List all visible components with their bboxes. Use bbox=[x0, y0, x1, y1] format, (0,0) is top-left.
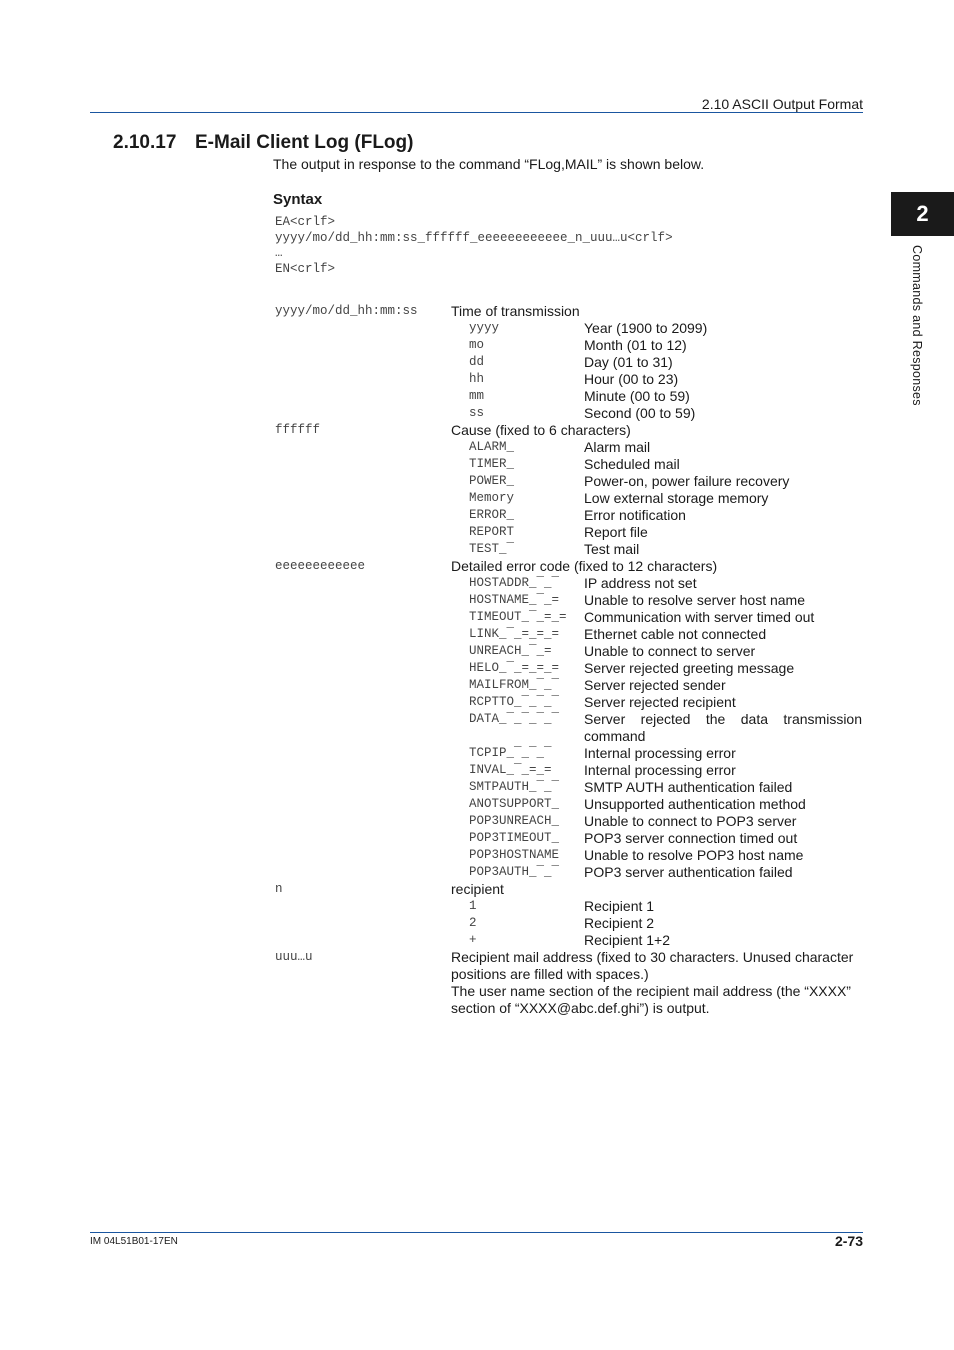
code-value: RCPTTO_‾_‾_‾ bbox=[469, 695, 560, 709]
code-meaning: Year (1900 to 2099) bbox=[584, 320, 708, 336]
code-meaning: Recipient 1 bbox=[584, 898, 655, 914]
code-row bbox=[275, 796, 865, 813]
code-value: dd bbox=[469, 355, 485, 369]
page-number: 2-73 bbox=[834, 1233, 863, 1249]
code-meaning: Server rejected recipient bbox=[584, 694, 736, 710]
code-value: HOSTNAME_‾_= bbox=[469, 593, 560, 607]
code-meaning: Test mail bbox=[584, 541, 640, 557]
field-definition bbox=[275, 558, 865, 881]
running-header: 2.10 ASCII Output Format bbox=[701, 96, 863, 112]
code-value: REPORT bbox=[469, 525, 515, 539]
code-meaning: Server rejected the data transmission command bbox=[584, 711, 862, 744]
field-description: Detailed error code (fixed to 12 characters) bbox=[451, 558, 718, 574]
code-row bbox=[275, 813, 865, 830]
code-meaning: Server rejected greeting message bbox=[584, 660, 795, 676]
code-row bbox=[275, 507, 865, 524]
code-value: POP3AUTH_‾_‾ bbox=[469, 865, 560, 879]
code-value: HOSTADDR_‾_‾ bbox=[469, 576, 560, 590]
code-row bbox=[275, 388, 865, 405]
field-name: n bbox=[275, 882, 283, 896]
code-value: TIMEOUT_‾_=_= bbox=[469, 610, 567, 624]
code-value: ERROR_ bbox=[469, 508, 515, 522]
footer-rule bbox=[90, 1232, 863, 1233]
code-row bbox=[275, 932, 865, 949]
code-row bbox=[275, 677, 865, 694]
code-value: LINK_‾_=_=_= bbox=[469, 627, 560, 641]
code-value: SMTPAUTH_‾_‾ bbox=[469, 780, 560, 794]
code-value: Memory bbox=[469, 491, 515, 505]
code-value: 2 bbox=[469, 916, 477, 930]
syntax-block bbox=[275, 215, 673, 278]
intro-text: The output in response to the command “FLog,MAIL” is shown below. bbox=[273, 156, 705, 172]
code-value: TIMER_ bbox=[469, 457, 515, 471]
code-value: INVAL_‾_=_= bbox=[469, 763, 552, 777]
syntax-line: yyyy/mo/dd_hh:mm:ss_ffffff_eeeeeeeeeeee_n_uuu…u<crlf> bbox=[275, 230, 673, 245]
code-value: TCPIP_‾_‾_‾ bbox=[469, 746, 552, 760]
chapter-tab: 2 bbox=[891, 192, 954, 236]
field-description: Cause (fixed to 6 characters) bbox=[451, 422, 631, 438]
code-value: UNREACH_‾_= bbox=[469, 644, 552, 658]
code-value: MAILFROM_‾_‾ bbox=[469, 678, 560, 692]
code-meaning: Error notification bbox=[584, 507, 686, 523]
code-row bbox=[275, 745, 865, 762]
code-meaning: Communication with server timed out bbox=[584, 609, 815, 625]
code-row bbox=[275, 779, 865, 796]
code-value: TEST_‾ bbox=[469, 542, 515, 556]
code-value: ALARM_ bbox=[469, 440, 515, 454]
code-row bbox=[275, 320, 865, 337]
code-row bbox=[275, 762, 865, 779]
field-description: Time of transmission bbox=[451, 303, 580, 319]
field-definition bbox=[275, 303, 865, 422]
document-id: IM 04L51B01-17EN bbox=[90, 1236, 178, 1247]
code-meaning: Unable to resolve server host name bbox=[584, 592, 805, 608]
code-meaning: SMTP AUTH authentication failed bbox=[584, 779, 793, 795]
field-description: The user name section of the recipient mail address (the “XXXX” section of “XXXX@abc.def.ghi”) is output. bbox=[451, 983, 851, 1016]
code-value: ss bbox=[469, 406, 485, 420]
code-meaning: Server rejected sender bbox=[584, 677, 726, 693]
code-value: HELO_‾_=_=_= bbox=[469, 661, 560, 675]
code-meaning: Month (01 to 12) bbox=[584, 337, 687, 353]
field-definitions bbox=[275, 303, 865, 1017]
code-row bbox=[275, 609, 865, 626]
code-value: POP3UNREACH_ bbox=[469, 814, 560, 828]
section-title bbox=[113, 132, 413, 154]
code-meaning: Power-on, power failure recovery bbox=[584, 473, 790, 489]
code-meaning: Ethernet cable not connected bbox=[584, 626, 767, 642]
code-row bbox=[275, 711, 865, 745]
code-meaning: IP address not set bbox=[584, 575, 697, 591]
code-row bbox=[275, 898, 865, 915]
code-meaning: Internal processing error bbox=[584, 762, 736, 778]
code-meaning: Hour (00 to 23) bbox=[584, 371, 679, 387]
field-description: recipient bbox=[451, 881, 504, 897]
code-row bbox=[275, 643, 865, 660]
code-row bbox=[275, 490, 865, 507]
code-meaning: Day (01 to 31) bbox=[584, 354, 673, 370]
field-name: uuu…u bbox=[275, 950, 313, 964]
section-title-text: E-Mail Client Log (FLog) bbox=[195, 132, 414, 153]
code-value: + bbox=[469, 933, 477, 947]
section-number: 2.10.17 bbox=[113, 132, 177, 153]
code-meaning: Unable to connect to POP3 server bbox=[584, 813, 797, 829]
code-meaning: Low external storage memory bbox=[584, 490, 769, 506]
syntax-line: EN<crlf> bbox=[275, 262, 336, 277]
code-row bbox=[275, 592, 865, 609]
code-meaning: Recipient 2 bbox=[584, 915, 655, 931]
code-meaning: POP3 server authentication failed bbox=[584, 864, 793, 880]
code-row bbox=[275, 456, 865, 473]
code-row bbox=[275, 847, 865, 864]
syntax-heading: Syntax bbox=[273, 191, 323, 208]
code-value: mm bbox=[469, 389, 485, 403]
code-row bbox=[275, 660, 865, 677]
code-row bbox=[275, 864, 865, 881]
code-value: POP3TIMEOUT_ bbox=[469, 831, 560, 845]
code-row bbox=[275, 575, 865, 592]
code-value: hh bbox=[469, 372, 485, 386]
chapter-label: Commands and Responses bbox=[910, 245, 924, 406]
code-value: ANOTSUPPORT_ bbox=[469, 797, 560, 811]
code-meaning: Report file bbox=[584, 524, 648, 540]
code-value: yyyy bbox=[469, 321, 500, 335]
syntax-line: … bbox=[275, 246, 283, 261]
code-meaning: Scheduled mail bbox=[584, 456, 680, 472]
code-meaning: Unable to connect to server bbox=[584, 643, 756, 659]
field-name: ffffff bbox=[275, 423, 321, 437]
field-name: eeeeeeeeeeee bbox=[275, 559, 366, 573]
field-definition bbox=[275, 881, 865, 949]
code-meaning: POP3 server connection timed out bbox=[584, 830, 798, 846]
code-meaning: Unsupported authentication method bbox=[584, 796, 806, 812]
code-row bbox=[275, 626, 865, 643]
field-name: yyyy/mo/dd_hh:mm:ss bbox=[275, 304, 418, 318]
code-meaning: Minute (00 to 59) bbox=[584, 388, 690, 404]
code-row bbox=[275, 354, 865, 371]
header-rule bbox=[90, 112, 863, 113]
code-meaning: Alarm mail bbox=[584, 439, 651, 455]
code-row bbox=[275, 473, 865, 490]
code-value: mo bbox=[469, 338, 485, 352]
code-row bbox=[275, 337, 865, 354]
field-description: Recipient mail address (fixed to 30 characters. Unused character positions are filled with spaces.) bbox=[451, 949, 854, 982]
code-value: 1 bbox=[469, 899, 477, 913]
code-row bbox=[275, 694, 865, 711]
code-meaning: Second (00 to 59) bbox=[584, 405, 696, 421]
code-meaning: Recipient 1+2 bbox=[584, 932, 671, 948]
code-value: DATA_‾_‾_‾_‾ bbox=[469, 712, 560, 726]
code-row bbox=[275, 405, 865, 422]
code-meaning: Unable to resolve POP3 host name bbox=[584, 847, 804, 863]
field-definition bbox=[275, 422, 865, 558]
code-row bbox=[275, 524, 865, 541]
code-row bbox=[275, 915, 865, 932]
code-row bbox=[275, 541, 865, 558]
field-definition bbox=[275, 949, 865, 1017]
code-row bbox=[275, 439, 865, 456]
code-value: POWER_ bbox=[469, 474, 515, 488]
code-meaning: Internal processing error bbox=[584, 745, 736, 761]
code-value: POP3HOSTNAME bbox=[469, 848, 560, 862]
code-row bbox=[275, 371, 865, 388]
code-row bbox=[275, 830, 865, 847]
syntax-line: EA<crlf> bbox=[275, 215, 336, 229]
